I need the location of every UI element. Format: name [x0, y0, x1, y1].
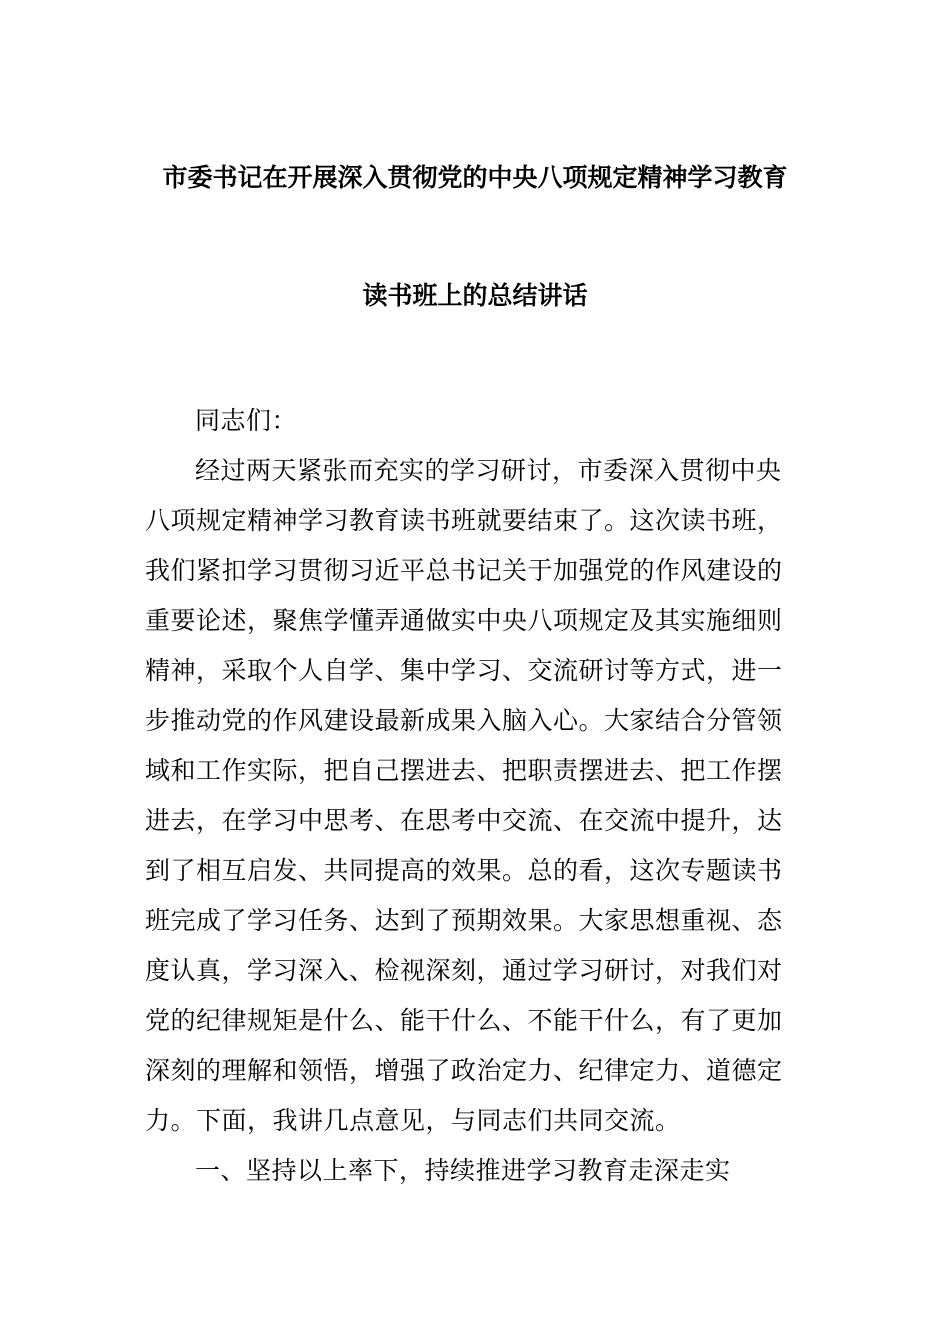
document-body [145, 396, 807, 1196]
section-1-heading: 一、坚持以上率下，持续推进学习教育走深走实 [195, 1156, 731, 1185]
paragraph-line: 深刻的理解和领悟，增强了政治定力、纪律定力、道德定 [145, 1056, 783, 1085]
paragraph-line: 度认真，学习深入、检视深刻，通过学习研讨，对我们对 [145, 956, 783, 985]
salutation: 同志们： [195, 406, 298, 435]
paragraph-line: 党的纪律规矩是什么、能干什么、不能干什么，有了更加 [145, 1006, 783, 1035]
paragraph-line: 进去，在学习中思考、在思考中交流、在交流中提升，达 [145, 806, 783, 835]
paragraph-line: 精神，采取个人自学、集中学习、交流研讨等方式，进一 [145, 656, 783, 685]
document-title-line-1: 市委书记在开展深入贯彻党的中央八项规定精神学习教育 [162, 163, 788, 192]
paragraph-line: 班完成了学习任务、达到了预期效果。大家思想重视、态 [145, 906, 783, 935]
paragraph-line: 重要论述，聚焦学懂弄通做实中央八项规定及其实施细则 [145, 606, 783, 635]
paragraph-line: 经过两天紧张而充实的学习研讨，市委深入贯彻中央 [195, 456, 782, 485]
paragraph-line: 到了相互启发、共同提高的效果。总的看，这次专题读书 [145, 856, 783, 885]
paragraph-line: 八项规定精神学习教育读书班就要结束了。这次读书班， [145, 506, 783, 535]
paragraph-1 [145, 446, 807, 1146]
paragraph-line: 步推动党的作风建设最新成果入脑入心。大家结合分管领 [145, 706, 783, 735]
paragraph-line: 域和工作实际，把自己摆进去、把职责摆进去、把工作摆 [145, 756, 783, 785]
paragraph-line: 我们紧扣学习贯彻习近平总书记关于加强党的作风建设的 [145, 556, 783, 585]
document-title-line-2: 读书班上的总结讲话 [362, 281, 588, 310]
paragraph-line: 力。下面，我讲几点意见，与同志们共同交流。 [145, 1106, 681, 1135]
